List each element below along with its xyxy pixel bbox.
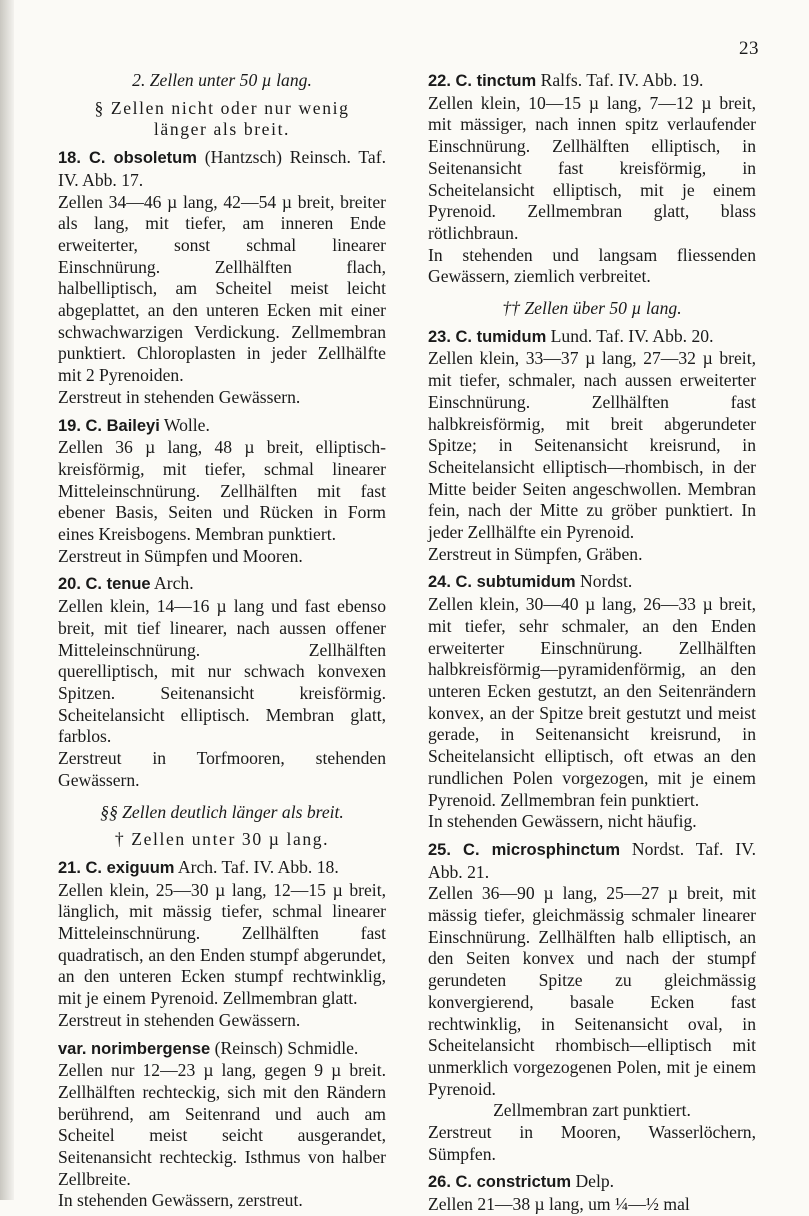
entry-26-heading [428, 1171, 756, 1194]
entry-26-author: Delp. [571, 1171, 615, 1192]
entry-22-author: Ralfs. Taf. IV. Abb. 19. [536, 70, 704, 90]
left-column [58, 70, 386, 1212]
entry-20-text: Zellen klein, 14—16 µ lang und fast ebenso breit, mit tief linearer, nach aussen offener Mitteleinschnürung. Zellhälften querelliptisch, mit nur schwach konvexen Spitzen. Seitenansicht kreisförmig. Scheitelansicht elliptisch. Membran glatt, farblos. [58, 596, 386, 747]
section-heading: § Zellen nicht oder nur wenig länger als breit. [94, 97, 350, 140]
entry-25-text: Zellen 36—90 µ lang, 25—27 µ breit, mit mässig tiefer, gleichmässig schmaler linearer Einschnürung. Zellhälften halb elliptisch, an den Seiten konvex und nach der stumpf gerundeten Spitze zu gleichmässig konvergierend, basale Ecken fast rechtwinklig, in Seitenansicht oval, in Scheitelansicht rhombisch—elliptisch mit unmerklich vorgezogenen Polen, mit je einem Pyrenoid. [428, 883, 756, 1099]
entry-19-author: Wolle. [159, 414, 210, 435]
entry-21-text: Zellen klein, 25—30 µ lang, 12—15 µ breit, länglich, mit mässig tiefer, schmal linearer Mitteleinschnürung. Zellhälften fast quadratisch, an den Enden stumpf abgerundet, an den unteren Ecken stumpf rechtwinklig, mit je einem Pyrenoid. Zellmembran glatt. [58, 879, 386, 1009]
entry-23-author: Lund. Taf. IV. Abb. 20. [546, 325, 714, 346]
entry-25-name: 25. C. microsphinctum [428, 840, 620, 859]
variety-name: var. norimbergense [58, 1039, 211, 1058]
entry-19-text: Zellen 36 µ lang, 48 µ breit, elliptisch-kreisförmig, mit tiefer, schmal linearer Mitteleinschnürung. Zellhälften mit fast ebener Basis, Seiten und Rücken in Form eines Kreisbogens. Membran punktiert. [58, 437, 386, 545]
variety-author: (Reinsch) Schmidle. [210, 1037, 359, 1058]
entry-25-heading [428, 839, 756, 883]
entry-18-heading [58, 147, 386, 191]
entry-26-text: Zellen 21—38 µ lang, um ¼—½ mal [428, 1194, 690, 1215]
entry-25-habitat: Zerstreut in Mooren, Wasserlöchern, Sümpfen. [428, 1122, 756, 1164]
variety-heading [58, 1038, 386, 1061]
entry-25-membrane: Zellmembran zart punktiert. [493, 1100, 691, 1121]
page-edge-shadow [0, 0, 14, 1200]
section-heading-3: † Zellen unter 30 µ lang. [114, 829, 330, 850]
entry-19-name: 19. C. Baileyi [58, 416, 160, 435]
entry-22-text: Zellen klein, 10—15 µ lang, 7—12 µ breit, mit mässiger, nach innen spitz verlaufender Einschnürung. Zellhälften elliptisch, in Seitenansicht fast kreisförmig, in Scheitelansicht elliptisch, mit je einem Pyrenoid. Zellmembran glatt, blass rötlichbraun. [428, 92, 756, 243]
section-heading-2: §§ Zellen deutlich länger als breit. [100, 801, 344, 822]
entry-23-name: 23. C. tumidum [428, 327, 547, 346]
right-column [428, 70, 756, 1216]
variety-text: Zellen nur 12—23 µ lang, gegen 9 µ breit. Zellhälften rechteckig, sich mit den Rändern berührend, am Seitenrand und auch am Scheitel meist seicht ausgerandet, Seitenansicht rechteckig. Isthmus von halber Zellbreite. [58, 1060, 386, 1189]
entry-20-heading [58, 573, 386, 596]
entry-21-author: Arch. Taf. IV. Abb. 18. [174, 856, 339, 877]
entry-18-author: (Hantzsch) Reinsch. Taf. IV. Abb. 17. [58, 147, 386, 190]
entry-24-author: Nordst. [575, 571, 633, 592]
entry-25-author: Nordst. Taf. IV. Abb. 21. [428, 838, 756, 882]
entry-24-heading [428, 571, 756, 594]
entry-23-text: Zellen klein, 33—37 µ lang, 27—32 µ breit, mit tiefer, schmaler, nach aussen erweiterter Einschnürung. Zellhälften fast halbkreisförmig, mit breit abgerundeter Spitze; in Seitenansicht kreisrund, in Scheitelansicht elliptisch—rhombisch, in der Mitte beider Seiten angeschwollen. Membran fein, nach der Mitte zu gröber punktiert. In jeder Zellhälfte ein Pyrenoid. [428, 348, 756, 543]
subheading-2: 2. Zellen unter 50 µ lang. [132, 70, 312, 90]
entry-21-habitat: Zerstreut in stehenden Gewässern. [58, 1009, 301, 1030]
entry-20-name: 20. C. tenue [58, 575, 151, 594]
entry-22-heading [428, 70, 756, 93]
entry-23-heading [428, 326, 756, 349]
entry-18-habitat: Zerstreut in stehenden Gewässern. [58, 386, 301, 407]
entry-18-name: 18. C. obsoletum [58, 149, 197, 168]
entry-18-text: Zellen 34—46 µ lang, 42—54 µ breit, breiter als lang, mit tiefer, am inneren Ende erweiterter, sonst schmal linearer Einschnürung. Zellhälften flach, halbelliptisch, am Scheitel meist leicht abgeplattet, an den unteren Ecken mit einer schwachwarzigen Verdickung. Zellmembran punktiert. Chloroplasten in jeder Zellhälfte mit 2 Pyrenoiden. [58, 191, 386, 386]
entry-24-habitat: In stehenden Gewässern, nicht häufig. [428, 811, 697, 832]
entry-24-text: Zellen klein, 30—40 µ lang, 26—33 µ breit, mit tiefer, sehr schmaler, an den Enden erweiterter Einschnürung. Zellhälften halbkreisförmig—pyramidenförmig, an den unteren Ecken gestutzt, an den Seitenrändern konvex, an der Spitze breit gestutzt und meist gerade, in Seitenansicht kreisrund, in Scheitelansicht elliptisch, oft etwas an den rundlichen Polen vorgezogen, mit je einem Pyrenoid. Zellmembran fein punktiert. [428, 594, 756, 810]
entry-22-name: 22. C. tinctum [428, 72, 537, 90]
section-heading-4: †† Zellen über 50 µ lang. [502, 298, 682, 319]
variety-habitat: In stehenden Gewässern, zerstreut. [58, 1190, 303, 1211]
page-number: 23 [739, 38, 759, 59]
entry-21-name: 21. C. exiguum [58, 858, 175, 877]
entry-26-name: 26. C. constrictum [428, 1173, 572, 1192]
entry-19-heading [58, 415, 386, 438]
entry-22-habitat: In stehenden und langsam fliessenden Gewässern, ziemlich verbreitet. [428, 244, 756, 287]
entry-19-habitat: Zerstreut in Sümpfen und Mooren. [58, 545, 303, 566]
entry-21-heading [58, 857, 386, 880]
entry-20-author: Arch. [150, 573, 194, 594]
entry-23-habitat: Zerstreut in Sümpfen, Gräben. [428, 543, 643, 564]
entry-24-name: 24. C. subtumidum [428, 573, 576, 592]
entry-20-habitat: Zerstreut in Torfmooren, stehenden Gewässern. [58, 748, 386, 790]
